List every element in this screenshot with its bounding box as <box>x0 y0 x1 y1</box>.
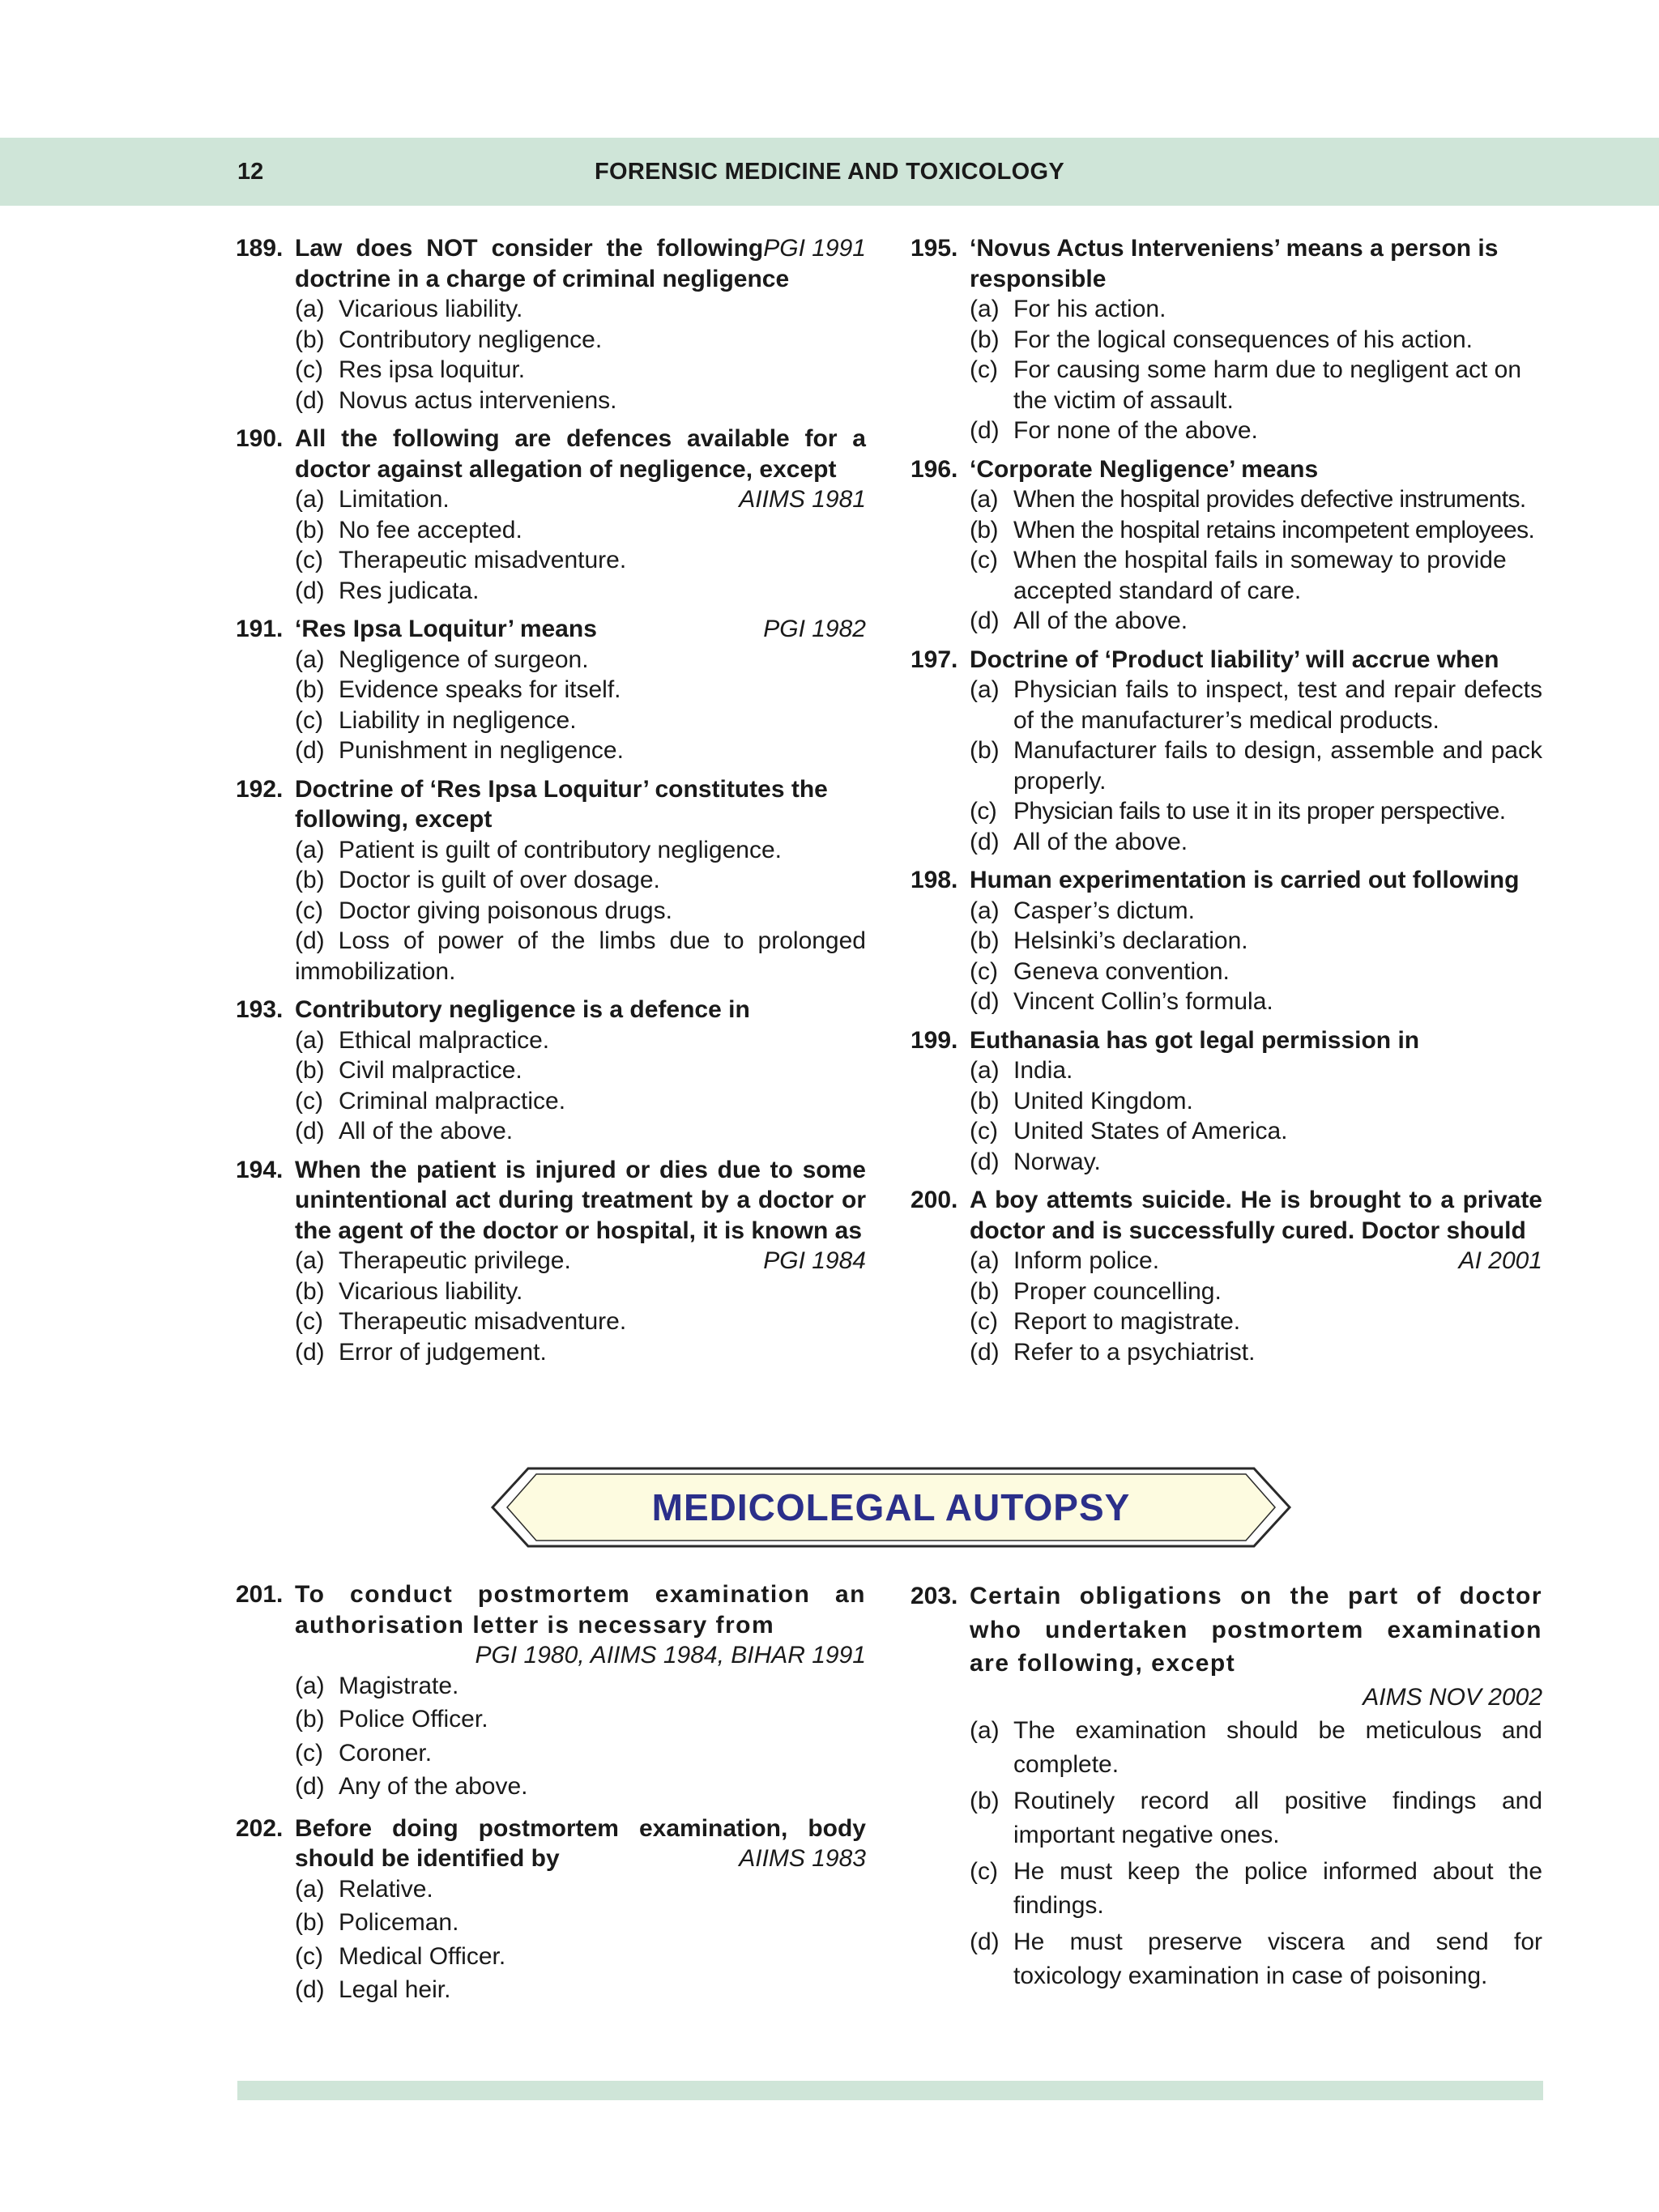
question-text: Contributory negligence is a defence in <box>295 996 750 1023</box>
option: (c) United States of America. <box>970 1118 1288 1144</box>
question <box>236 233 866 416</box>
option: (d) Refer to a psychiatrist. <box>970 1338 1256 1366</box>
question-text: Doctrine of ‘Res Ipsa Loquitur’ constitutes the following, except <box>295 775 828 833</box>
option: (a) For his action. <box>970 296 1166 322</box>
option: (b) Routinely record all positive findings and important negative ones. <box>970 1788 1542 1848</box>
question-text: Doctrine of ‘Product liability’ will accrue when <box>970 646 1499 673</box>
question-text: Human experimentation is carried out following <box>970 867 1520 893</box>
question <box>911 1025 1542 1178</box>
option: (b) Doctor is guilt of over dosage. <box>295 867 660 893</box>
question <box>911 454 1542 637</box>
question-number: 195. <box>911 235 958 262</box>
question <box>911 1579 1542 1993</box>
option: (c) Geneva convention. <box>970 957 1230 985</box>
question-number: 191. <box>236 616 284 642</box>
option: (c) Therapeutic misadventure. <box>295 547 627 573</box>
page-number: 12 <box>237 159 264 185</box>
option: (c) Report to magistrate. <box>970 1308 1241 1335</box>
question <box>911 865 1542 1017</box>
exam-reference: AIIMS 1983 <box>739 1845 866 1872</box>
question <box>236 424 866 606</box>
question-text: When the patient is injured or dies due to some unintentional act during treatment by a doctor or the agent of the doctor or hospital, it is known as PGI 1984 <box>295 1155 866 1247</box>
question-text: A boy attemts suicide. He is brought to a private doctor and is successfully cured. Doctor should AI 2001 <box>970 1185 1542 1246</box>
option: (c) He must keep the police informed about the findings. <box>970 1858 1542 1919</box>
section-banner <box>486 1464 1296 1550</box>
option: (c) Therapeutic misadventure. <box>295 1308 627 1335</box>
option: (d) For none of the above. <box>970 417 1258 444</box>
option: (c) Liability in negligence. <box>295 706 577 734</box>
option: (b) Police Officer. <box>295 1706 488 1733</box>
question <box>236 995 866 1147</box>
option: (c) Res ipsa loquitur. <box>295 356 526 383</box>
option: (a) Physician fails to inspect, test and repair defects of the manufacturer’s medical products. <box>970 676 1542 734</box>
option: (c) Medical Officer. <box>295 1942 506 1970</box>
option: (b) United Kingdom. <box>970 1087 1193 1115</box>
question-number: 192. <box>236 775 284 803</box>
question-number: 203. <box>911 1583 958 1609</box>
option: (d) All of the above. <box>295 1118 514 1144</box>
option: (a) Casper’s dictum. <box>970 897 1195 924</box>
question <box>911 1185 1542 1367</box>
question <box>236 1579 866 1802</box>
question-number: 201. <box>236 1581 284 1608</box>
option: (c) For causing some harm due to negligent act on the victim of assault. <box>970 356 1522 414</box>
option: (b) When the hospital retains incompetent employees. <box>970 516 1535 543</box>
question-number: 196. <box>911 455 958 483</box>
option: (b) Contributory negligence. <box>295 326 603 353</box>
option: (d) All of the above. <box>970 607 1188 634</box>
option: (d) Error of judgement. <box>295 1338 547 1366</box>
question <box>236 614 866 766</box>
option: (b) Vicarious liability. <box>295 1277 523 1305</box>
option: (c) Coroner. <box>295 1739 433 1767</box>
question-text: All the following are defences available for a doctor against allegation of negligence, except AIIMS 1981 <box>295 424 866 484</box>
option: (a) Negligence of surgeon. <box>295 646 589 673</box>
option: (d) Res judicata. <box>295 577 480 604</box>
option: (a) Limitation. <box>295 486 450 513</box>
question-number: 197. <box>911 646 958 673</box>
question-number: 199. <box>911 1026 958 1054</box>
option: (b) For the logical consequences of his action. <box>970 326 1473 353</box>
question-number: 189. <box>236 235 284 262</box>
option: (a) Patient is guilt of contributory negligence. <box>295 836 782 863</box>
option: (b) No fee accepted. <box>295 516 522 543</box>
option: (a) Ethical malpractice. <box>295 1026 550 1054</box>
question-number: 193. <box>236 996 284 1023</box>
option: (b) Civil malpractice. <box>295 1057 522 1084</box>
question-number: 190. <box>236 425 284 452</box>
option: (d) Legal heir. <box>295 1976 451 2003</box>
option: (b) Proper councelling. <box>970 1277 1222 1305</box>
question-text: PGI 1982 ‘Res Ipsa Loquitur’ means <box>295 614 866 645</box>
option: (d) Vincent Collin’s formula. <box>970 988 1273 1015</box>
option: (b) Helsinki’s declaration. <box>970 927 1248 954</box>
question-number: 198. <box>911 867 958 893</box>
option: (a) Inform police. <box>970 1247 1160 1274</box>
question-number: 202. <box>236 1814 284 1842</box>
option: (d) Novus actus interveniens. <box>295 386 617 414</box>
exam-reference: PGI 1991 <box>763 235 866 262</box>
column-top-right <box>911 233 1542 1375</box>
option: (c) Doctor giving poisonous drugs. <box>295 897 672 924</box>
column-bottom-right <box>911 1579 1542 2004</box>
footer-band <box>237 2081 1543 2100</box>
option: (a) Therapeutic privilege. <box>295 1247 571 1274</box>
exam-reference: PGI 1982 <box>763 616 866 642</box>
question <box>911 233 1542 446</box>
question-text: Before doing postmortem examination, body should be identified by AIIMS 1983 <box>295 1813 866 1874</box>
option: (a) Relative. <box>295 1875 433 1903</box>
column-bottom-left <box>236 1579 866 2017</box>
option: (d) He must preserve viscera and send for toxicology examination in case of poisoning. <box>970 1929 1542 1989</box>
option: (d) Norway. <box>970 1148 1101 1175</box>
option: (c) Criminal malpractice. <box>295 1087 566 1115</box>
option: (b) Manufacturer fails to design, assemble and pack properly. <box>970 737 1542 795</box>
option: (b) Policeman. <box>295 1909 459 1936</box>
exam-reference: AIIMS 1981 <box>739 486 866 513</box>
question-text: To conduct postmortem examination an authorisation letter is necessary from <box>295 1581 866 1639</box>
option: (a) Magistrate. <box>295 1672 459 1699</box>
question-text: PGI 1991 Law does NOT consider the following doctrine in a charge of criminal negligence <box>295 235 866 292</box>
option: (d) Punishment in negligence. <box>295 737 624 764</box>
option: (a) India. <box>970 1057 1073 1084</box>
column-top-left <box>236 233 866 1375</box>
exam-reference: AIMS NOV 2002 <box>1363 1683 1542 1711</box>
option: (a) Vicarious liability. <box>295 296 523 322</box>
question-text: ‘Novus Actus Interveniens’ means a person is responsible <box>970 235 1499 292</box>
section-title: MEDICOLEGAL AUTOPSY <box>651 1486 1131 1528</box>
question-text: Certain obligations on the part of doctor who undertaken postmortem examination are following, except <box>970 1583 1542 1677</box>
question <box>236 1813 866 2005</box>
option: (d) Loss of power of the limbs due to prolonged immobilization. <box>295 927 866 985</box>
question <box>236 774 866 987</box>
exam-reference: PGI 1980, AIIMS 1984, BIHAR 1991 <box>475 1642 866 1669</box>
option: (c) Physician fails to use it in its proper perspective. <box>970 798 1506 825</box>
exam-reference: AI 2001 <box>1458 1247 1542 1274</box>
running-title: FORENSIC MEDICINE AND TOXICOLOGY <box>595 159 1064 185</box>
question-text: Euthanasia has got legal permission in <box>970 1026 1420 1054</box>
question-text: ‘Corporate Negligence’ means <box>970 455 1319 483</box>
exam-reference: PGI 1984 <box>763 1247 866 1274</box>
option: (b) Evidence speaks for itself. <box>295 676 621 703</box>
option: (c) When the hospital fails in someway to provide accepted standard of care. <box>970 547 1507 604</box>
question-number: 194. <box>236 1156 284 1183</box>
option: (a) The examination should be meticulous and complete. <box>970 1717 1542 1778</box>
question-number: 200. <box>911 1187 958 1213</box>
question <box>236 1155 866 1368</box>
option: (d) Any of the above. <box>295 1773 528 1800</box>
option: (a) When the hospital provides defective instruments. <box>970 486 1526 513</box>
option: (d) All of the above. <box>970 828 1188 855</box>
question <box>911 645 1542 858</box>
